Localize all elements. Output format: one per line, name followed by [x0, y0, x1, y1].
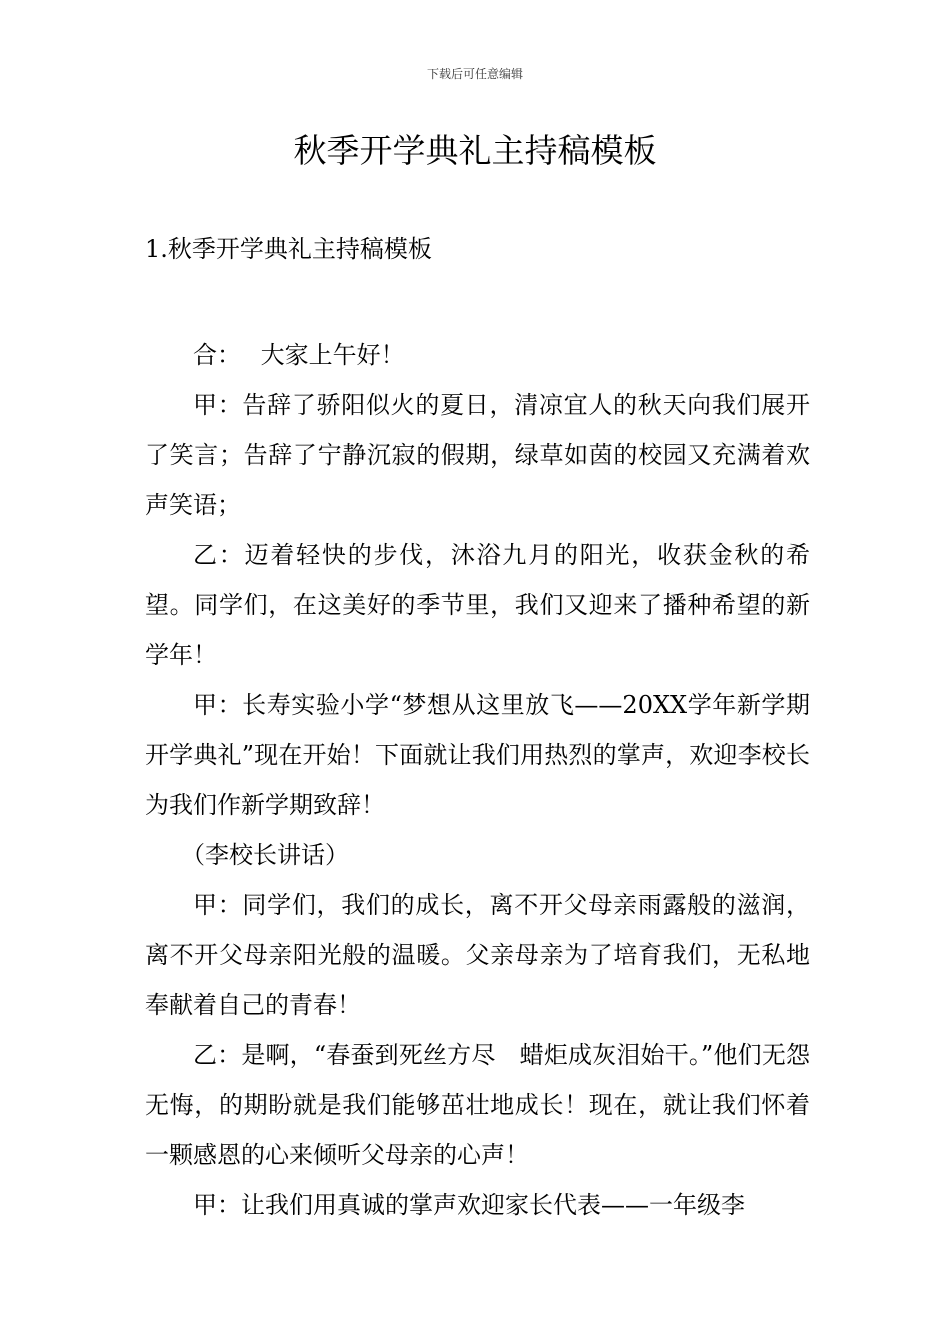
- paragraph: 甲：让我们用真诚的掌声欢迎家长代表——一年级李: [193, 1191, 745, 1219]
- paragraph: 甲：告辞了骄阳似火的夏日，清凉宜人的秋天向我们展开了笑言；告辞了宁静沉寂的假期，绿草如茵的校园又充满着欢声笑语；: [145, 391, 810, 519]
- paragraph: 乙：迈着轻快的步伐，沐浴九月的阳光，收获金秋的希望。同学们，在这美好的季节里，我们又迎来了播种希望的新学年！: [145, 541, 810, 669]
- header-note: 下载后可任意编辑: [426, 67, 523, 81]
- paragraph: 乙：是啊，“春蚕到死丝方尽 蜡炬成灰泪始干。”他们无怨无悔，的期盼就是我们能够茁壮地成长！现在，就让我们怀着一颗感恩的心来倾听父母亲的心声！: [145, 1041, 810, 1169]
- section-heading: 1.秋季开学典礼主持稿模板: [145, 235, 432, 263]
- paragraph: 甲：长寿实验小学“梦想从这里放飞——20XX学年新学期开学典礼”现在开始！下面就让我们用热烈的掌声，欢迎李校长为我们作新学期致辞！: [145, 691, 810, 819]
- document-body: [145, 330, 810, 1230]
- paragraph: 合： 大家上午好！: [193, 341, 405, 369]
- paragraph: （李校长讲话）: [181, 841, 349, 869]
- document-title: 秋季开学典礼主持稿模板: [293, 131, 657, 170]
- paragraph: 甲：同学们，我们的成长，离不开父母亲雨露般的滋润，离不开父母亲阳光般的温暖。父亲母亲为了培育我们，无私地奉献着自己的青春！: [145, 891, 810, 1019]
